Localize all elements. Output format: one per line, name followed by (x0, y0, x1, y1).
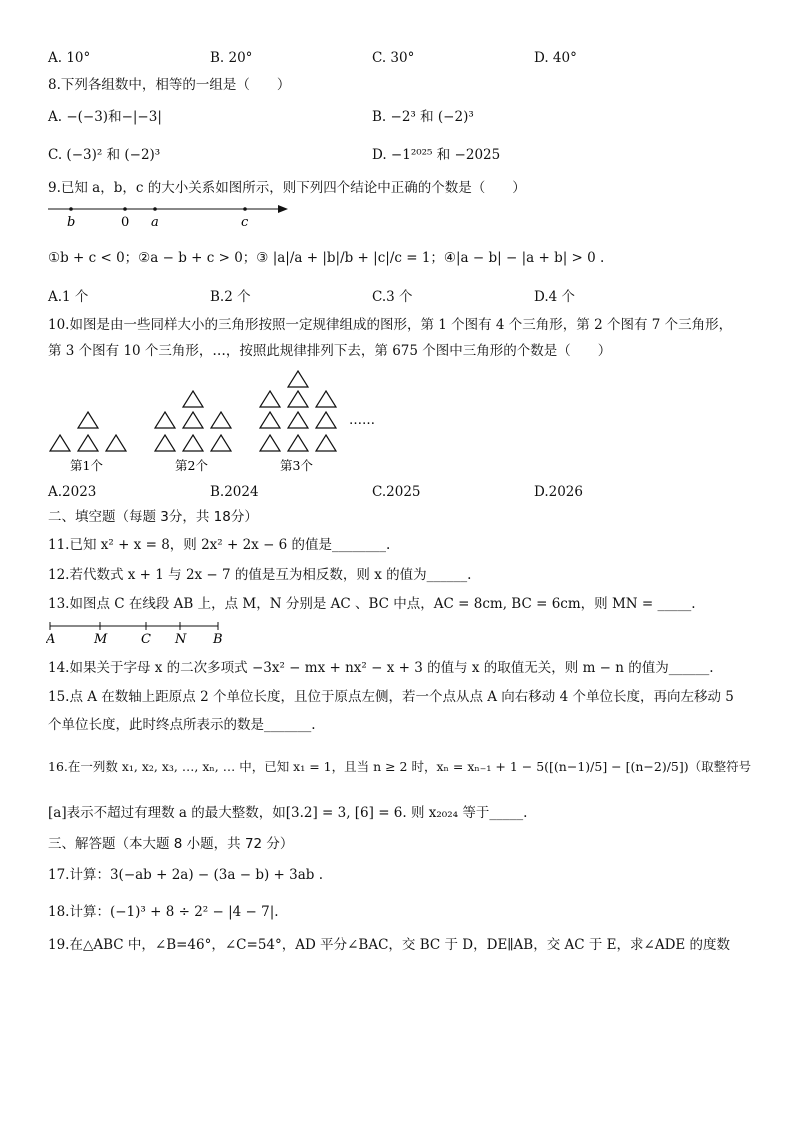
q9-option-c: C.3 个 (372, 289, 413, 305)
q18: 18.计算：(−1)³ + 8 ÷ 2² − |4 − 7|. (48, 904, 279, 920)
figure-2 (155, 391, 231, 451)
q7-option-d: D. 40° (534, 50, 577, 66)
figure-3 (260, 371, 336, 451)
label-a: a (151, 215, 159, 230)
q9-option-d: D.4 个 (534, 289, 576, 305)
q9-number-line (44, 200, 304, 230)
q19: 19.在△ABC 中，∠B=46°，∠C=54°，AD 平分∠BAC，交 BC 于 D，DE∥AB，交 AC 于 E，求∠ADE 的度数 (48, 937, 731, 953)
q8-option-b: B. −2³ 和 (−2)³ (372, 109, 474, 125)
q9-stem: 9.已知 a，b，c 的大小关系如图所示，则下列四个结论中正确的个数是（ ） (48, 180, 526, 196)
label-N: N (175, 632, 187, 646)
point-c (243, 207, 247, 211)
q16-line2: [a]表示不超过有理数 a 的最大整数，如[3.2] = 3, [6] = 6. 则 x₂₀₂₄ 等于_____. (48, 805, 528, 821)
label-c: c (241, 215, 249, 230)
label-b: b (67, 215, 76, 230)
q17: 17.计算：3(−ab + 2a) − (3a − b) + 3ab . (48, 867, 323, 883)
label-A: A (46, 632, 56, 646)
q9-option-a: A.1 个 (48, 289, 89, 305)
figure-ellipsis: …… (349, 413, 375, 428)
q13-segment-figure (46, 618, 226, 646)
figure-1 (50, 412, 126, 451)
section-2-heading: 二、填空题（每题 3分，共 18分） (48, 509, 258, 525)
label-B: B (213, 632, 223, 646)
q10-option-a: A.2023 (48, 484, 97, 500)
q16-line1: 16.在一列数 x₁, x₂, x₃, …, xₙ, … 中，已知 x₁ = 1，且当 n ≥ 2 时，xₙ = xₙ₋₁ + 1 − 5([(n−1)/5] − [(n−2)/5])（取整符号 (48, 759, 752, 774)
label-M: M (94, 632, 108, 646)
q9-option-b: B.2 个 (210, 289, 251, 305)
figure-2-label: 第2个 (175, 458, 208, 473)
q8-stem: 8.下列各组数中，相等的一组是（ ） (48, 77, 291, 93)
label-zero: 0 (121, 215, 130, 230)
q10-stem-line2: 第 3 个图有 10 个三角形，…，按照此规律排列下去，第 675 个图中三角形的个数是（ ） (48, 343, 612, 359)
q8-option-c: C. (−3)² 和 (−2)³ (48, 147, 161, 163)
point-a (153, 207, 157, 211)
q9-conclusions: ①b + c < 0；②a − b + c > 0；③ |a|/a + |b|/b + |c|/c = 1；④|a − b| − |a + b| > 0 . (48, 250, 605, 266)
q15-line2: 个单位长度，此时终点所表示的数是_______. (48, 717, 316, 733)
q13-stem: 13.如图点 C 在线段 AB 上，点 M，N 分别是 AC 、BC 中点，AC = 8cm, BC = 6cm，则 MN = _____. (48, 596, 696, 612)
section-3-heading: 三、解答题（本大题 8 小题，共 72 分） (48, 836, 294, 852)
q8-option-d: D. −1²⁰²⁵ 和 −2025 (372, 147, 501, 163)
figure-1-label: 第1个 (70, 458, 103, 473)
q10-option-c: C.2025 (372, 484, 421, 500)
q7-option-c: C. 30° (372, 50, 415, 66)
q7-option-a: A. 10° (48, 50, 91, 66)
q11: 11.已知 x² + x = 8，则 2x² + 2x − 6 的值是________. (48, 537, 391, 553)
q10-option-d: D.2026 (534, 484, 583, 500)
label-C: C (141, 632, 151, 646)
q14: 14.如果关于字母 x 的二次多项式 −3x² − mx + nx² − x + 3 的值与 x 的取值无关，则 m − n 的值为______. (48, 660, 714, 676)
q10-stem-line1: 10.如图是由一些同样大小的三角形按照一定规律组成的图形，第 1 个图有 4 个三角形，第 2 个图有 7 个三角形， (48, 317, 733, 333)
q8-option-a: A. −(−3)和−|−3| (48, 109, 162, 125)
q7-option-b: B. 20° (210, 50, 253, 66)
q10-triangle-figure (44, 366, 394, 478)
q10-option-b: B.2024 (210, 484, 259, 500)
point-b (69, 207, 73, 211)
q15-line1: 15.点 A 在数轴上距原点 2 个单位长度，且位于原点左侧，若一个点从点 A 向右移动 4 个单位长度，再向左移动 5 (48, 689, 734, 705)
figure-3-label: 第3个 (280, 458, 313, 473)
point-zero (123, 207, 127, 211)
q12: 12.若代数式 x + 1 与 2x − 7 的值是互为相反数，则 x 的值为______. (48, 567, 472, 583)
